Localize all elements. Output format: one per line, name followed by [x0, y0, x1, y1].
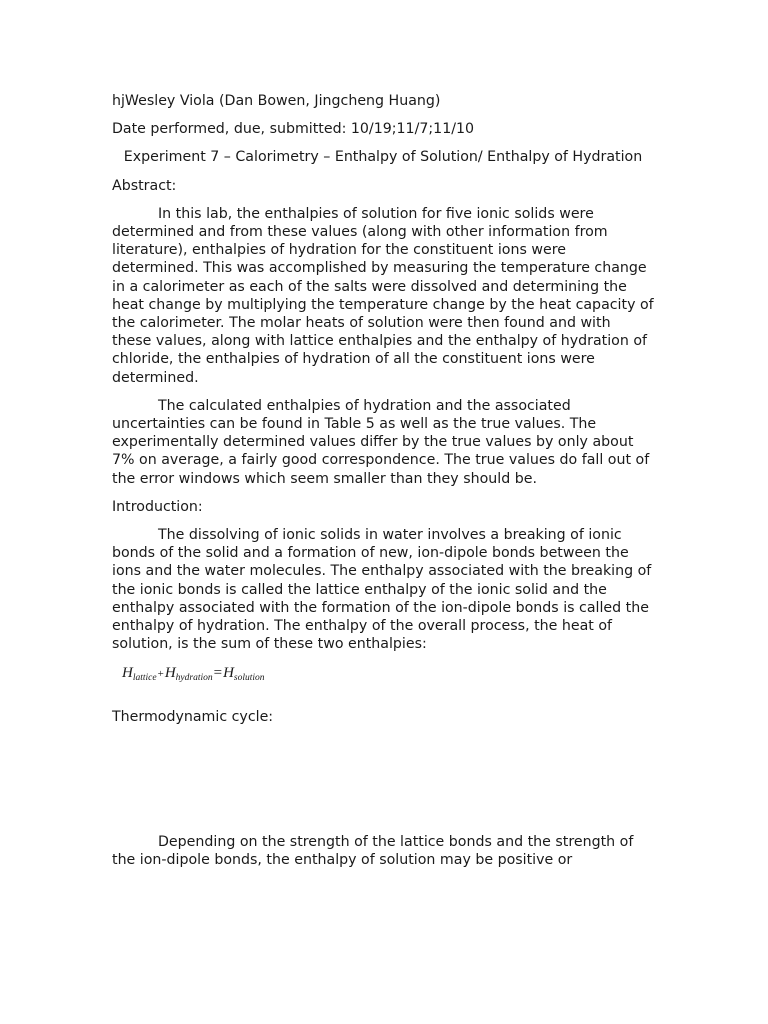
equation-sub-solution: solution — [233, 673, 265, 684]
introduction-paragraph: The dissolving of ionic solids in water involves a breaking of ionic bonds of the solid and a formation of new, ion-dipole bonds between the ions and the water molecules. The enthalpy associated with the breaking of the ionic bonds is called the lattice enthalpy of the ionic solid and the enthalpy associated with the formation of the ion-dipole bonds is called the enthalpy of hydration. The enthalpy of the overall process, the heat of solution, is the sum of these two enthalpies: — [112, 527, 652, 653]
equation-sub-hydration: hydration — [175, 673, 213, 684]
enthalpy-equation — [122, 663, 654, 688]
thermodynamic-cycle-heading: Thermodynamic cycle: — [112, 709, 274, 726]
introduction-heading: Introduction: — [112, 498, 203, 515]
document-title: Experiment 7 – Calorimetry – Enthalpy of Solution/ Enthalpy of Hydration — [123, 149, 643, 166]
dates-line: Date performed, due, submitted: 10/19;11/7;11/10 — [112, 121, 475, 138]
equation-symbol-2: H — [164, 665, 176, 682]
equation-symbol-3: H — [223, 665, 234, 682]
closing-paragraph: Depending on the strength of the lattice bonds and the strength of the ion-dipole bonds, the enthalpy of solution may be positive or — [112, 833, 634, 868]
thermodynamic-cycle-figure-area — [112, 737, 654, 833]
abstract-heading: Abstract: — [112, 177, 177, 194]
abstract-paragraph-2: The calculated enthalpies of hydration and the associated uncertainties can be found in Table 5 as well as the true values. The experimentally determined values differ by the true values by only about 7% on average, a fairly good correspondence. The true values do fall out of the error windows which seem smaller than they should be. — [112, 397, 650, 487]
equation-symbol-1: H — [122, 665, 133, 682]
equation-sub-lattice: lattice — [132, 673, 157, 684]
document-page — [112, 92, 654, 879]
equation-plus: + — [157, 668, 164, 681]
author-line: hjWesley Viola (Dan Bowen, Jingcheng Huang) — [112, 93, 441, 109]
abstract-paragraph-1: In this lab, the enthalpies of solution for five ionic solids were determined and from these values (along with other information from literature), enthalpies of hydration for the constituent ions were determined. This was accomplished by measuring the temperature change in a calorimeter as each of the salts were dissolved and determining the heat change by multiplying the temperature change by the heat capacity of the calorimeter. The molar heats of solution were then found and with these values, along with lattice enthalpies and the enthalpy of hydration of chloride, the enthalpies of hydration of all the constituent ions were determined. — [112, 205, 654, 386]
equation-equals: = — [213, 665, 223, 682]
